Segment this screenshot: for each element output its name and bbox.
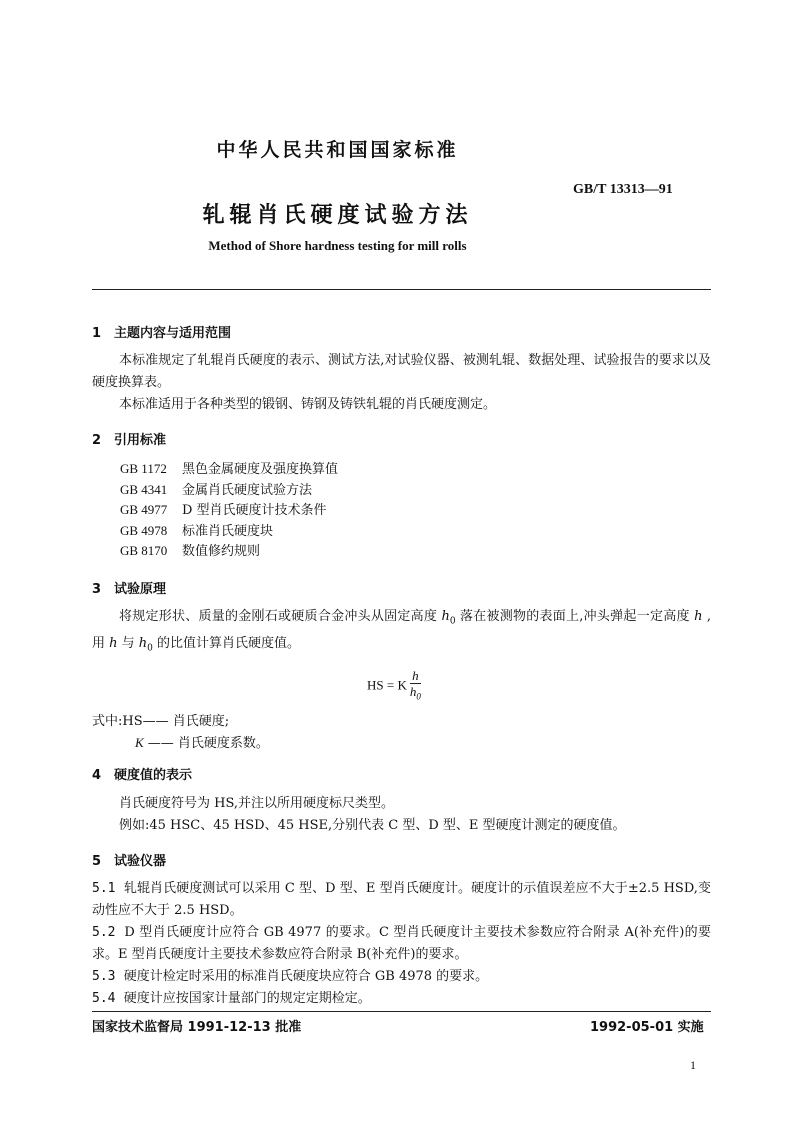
- reference-item: GB 4341 金属肖氏硬度试验方法: [120, 481, 313, 498]
- section-1-paragraph-2: 本标准适用于各种类型的锻钢、铸钢及铸铁轧辊的肖氏硬度测定。: [119, 397, 497, 412]
- section-3-heading: 3 试验原理: [92, 582, 167, 597]
- reference-item: GB 8170 数值修约规则: [120, 543, 261, 559]
- standard-code: GB/T 13313—91: [573, 182, 673, 197]
- clause-5-4: 5.4 硬度计应按国家计量部门的规定定期检定。: [92, 991, 371, 1006]
- section-2-heading: 2 引用标准: [92, 433, 167, 448]
- section-4-paragraph-2: 例如:45 HSC、45 HSD、45 HSE,分别代表 C 型、D 型、E 型硬度计测定的硬度值。: [119, 818, 626, 833]
- section-4-heading: 4 硬度值的表示: [92, 768, 193, 783]
- national-standard-title: 中华人民共和国国家标准: [216, 139, 459, 161]
- section-1-paragraph-1: 本标准规定了轧辊肖氏硬度的表示、测试方法,对试验仪器、被测轧辊、数据处理、试验报告的要求以及硬度换算表。: [92, 353, 711, 390]
- hardness-formula: HS = K $\frac{h}{h_0}$: [367, 668, 421, 705]
- effective-date: 1992-05-01 实施: [590, 1020, 704, 1035]
- formula-fraction: $\frac{h}{h_0}$: [409, 668, 421, 702]
- section-3-paragraph: 将规定形状、质量的金刚石或硬质合金冲头从固定高度 $h_0$ 落在被测物的表面上,冲头弹起一定高度 h ,用 h 与 $h_0$ 的比值计算肖氏硬度值。: [92, 609, 712, 654]
- header-divider: [92, 289, 711, 290]
- section-4-paragraph-1: 肖氏硬度符号为 HS,并注以所用硬度标尺类型。: [119, 796, 395, 811]
- clause-5-2: 5.2 D 型肖氏硬度计应符合 GB 4977 的要求。C 型肖氏硬度计主要技术参数应符合附录 A(补充件)的要求。E 型肖氏硬度计主要技术参数应符合附录 B(补充件)的要求。: [92, 925, 712, 962]
- document-title: 轧辊肖氏硬度试验方法: [202, 203, 473, 228]
- clause-5-3: 5.3 硬度计检定时采用的标准肖氏硬度块应符合 GB 4978 的要求。: [92, 969, 489, 984]
- approval-date: 国家技术监督局 1991-12-13 批准: [92, 1020, 302, 1035]
- reference-item: GB 1172 黑色金属硬度及强度换算值: [120, 461, 339, 477]
- formula-legend-hs: 式中:HS—— 肖氏硬度;: [92, 714, 230, 729]
- page-number: 1: [690, 1058, 696, 1072]
- english-title: Method of Shore hardness testing for mill rolls: [208, 238, 467, 253]
- reference-item: GB 4977 D 型肖氏硬度计技术条件: [120, 502, 327, 518]
- section-1-heading: 1 主题内容与适用范围: [92, 326, 232, 341]
- footer-divider: [92, 1011, 711, 1012]
- reference-item: GB 4978 标准肖氏硬度块: [120, 522, 274, 539]
- formula-legend-k: K —— 肖氏硬度系数。: [135, 735, 269, 751]
- reference-list: [120, 459, 338, 562]
- section-5-heading: 5 试验仪器: [92, 854, 167, 869]
- clause-5-1: 5.1 轧辊肖氏硬度测试可以采用 C 型、D 型、E 型肖氏硬度计。硬度计的示值误差应不大于±2.5 HSD,变动性应不大于 2.5 HSD。: [92, 881, 711, 918]
